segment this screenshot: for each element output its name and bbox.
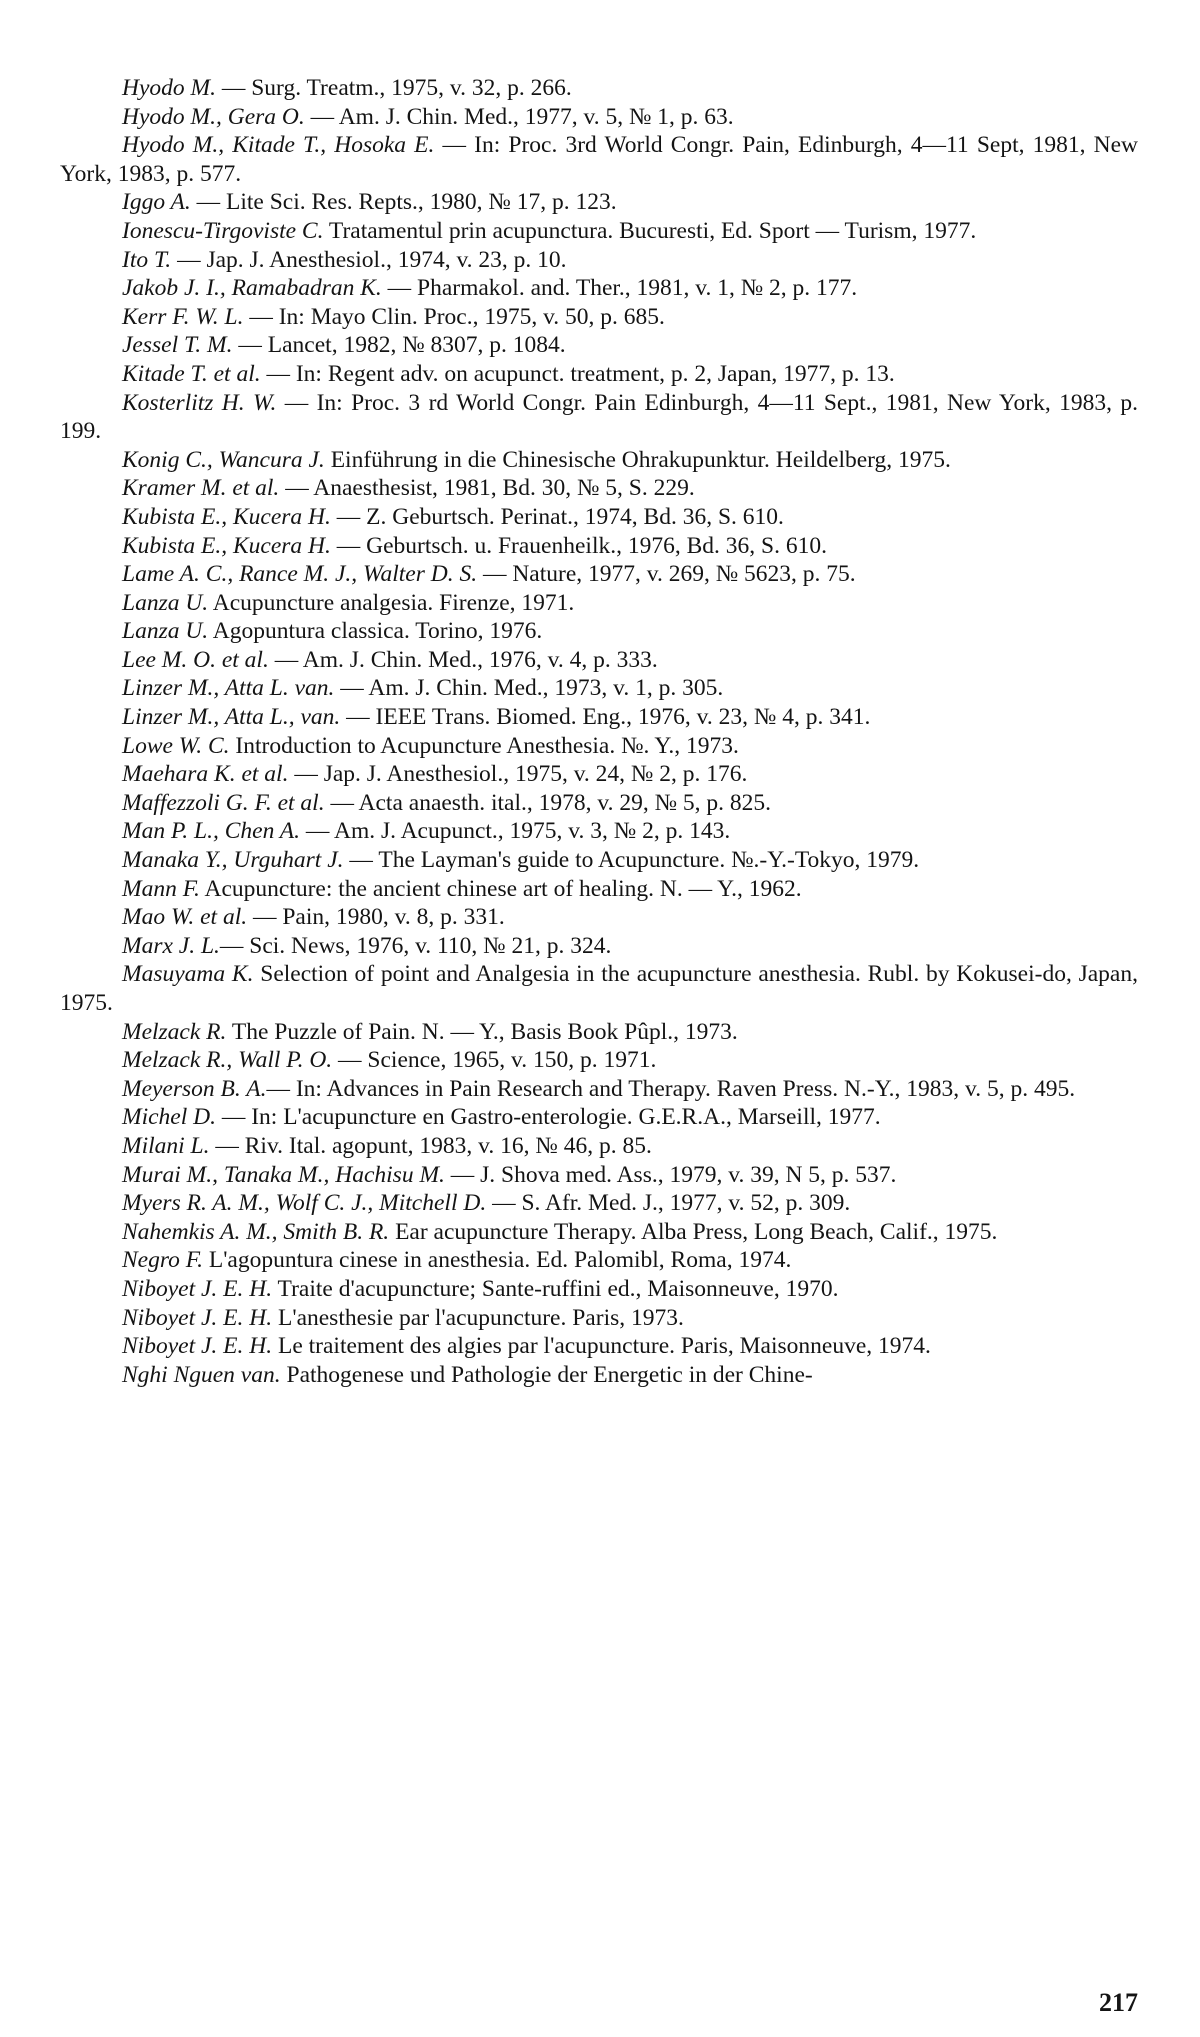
reference-entry <box>60 532 1138 561</box>
reference-entry <box>60 1189 1138 1218</box>
reference-authors: Negro F. <box>122 1247 203 1274</box>
reference-citation: Introduction to Acupuncture Anesthesia. №. Y., 1973. <box>229 732 739 759</box>
reference-authors: Niboyet J. E. H. <box>122 1304 273 1331</box>
reference-entry <box>60 1075 1138 1104</box>
reference-entry <box>60 217 1138 246</box>
reference-entry <box>60 188 1138 217</box>
reference-citation: Agopuntura classica. Torino, 1976. <box>208 618 543 645</box>
reference-authors: Lanza U. <box>122 589 209 616</box>
reference-authors: Lanza U. <box>122 618 209 645</box>
reference-authors: Iggo A. <box>122 189 191 216</box>
reference-entry <box>60 474 1138 503</box>
reference-entry <box>60 303 1138 332</box>
reference-citation: — In: Regent adv. on acupunct. treatment, p. 2, Japan, 1977, p. 13. <box>260 360 895 387</box>
reference-authors: Manaka Y., Urguhart J. <box>122 847 344 874</box>
reference-citation: Pathogenese und Pathologie der Energetic in der Chine- <box>280 1361 813 1388</box>
reference-entry <box>60 617 1138 646</box>
reference-citation: — IEEE Trans. Biomed. Eng., 1976, v. 23, № 4, p. 341. <box>340 704 871 731</box>
reference-citation: — In: Proc. 3 rd World Congr. Pain Edinburgh, 4—11 Sept., 1981, New York, 1983, p. 199. <box>60 389 1139 445</box>
reference-authors: Kubista E., Kucera H. <box>122 503 331 530</box>
reference-citation: — Am. J. Acupunct., 1975, v. 3, № 2, p. 143. <box>300 818 731 845</box>
reference-citation: The Puzzle of Pain. N. — Y., Basis Book Pûpl., 1973. <box>226 1018 738 1045</box>
reference-authors: Melzack R., Wall P. O. <box>122 1047 333 1074</box>
reference-entry <box>60 932 1138 961</box>
reference-citation: Ear acupuncture Therapy. Alba Press, Long Beach, Calif., 1975. <box>389 1218 998 1245</box>
reference-citation: — Z. Geburtsch. Perinat., 1974, Bd. 36, S. 610. <box>330 503 784 530</box>
reference-authors: Kramer M. et al. <box>122 475 280 502</box>
reference-citation: — Science, 1965, v. 150, p. 1971. <box>332 1047 657 1074</box>
reference-authors: Masuyama K. <box>122 961 254 988</box>
reference-authors: Kosterlitz H. W. <box>122 389 277 416</box>
reference-entry <box>60 446 1138 475</box>
reference-citation: — In: L'acupuncture en Gastro-enterologie. G.E.R.A., Marseill, 1977. <box>215 1104 881 1131</box>
reference-entry <box>60 789 1138 818</box>
reference-entry <box>60 1275 1138 1304</box>
reference-citation: Acupuncture analgesia. Firenze, 1971. <box>208 589 575 616</box>
reference-authors: Lame A. C., Rance M. J., Walter D. S. <box>122 561 478 588</box>
reference-citation: — J. Shova med. Ass., 1979, v. 39, N 5, p. 537. <box>444 1161 897 1188</box>
reference-entry <box>60 389 1138 446</box>
reference-citation: — Sci. News, 1976, v. 110, № 21, p. 324. <box>219 932 612 959</box>
reference-entry <box>60 1218 1138 1247</box>
reference-citation: — Geburtsch. u. Frauenheilk., 1976, Bd. 36, S. 610. <box>330 532 827 559</box>
reference-citation: — Riv. Ital. agopunt, 1983, v. 16, № 46, p. 85. <box>209 1132 652 1159</box>
reference-entry <box>60 646 1138 675</box>
reference-list <box>60 74 1138 1389</box>
reference-citation: — Anaesthesist, 1981, Bd. 30, № 5, S. 229. <box>279 475 695 502</box>
reference-authors: Linzer M., Atta L., van. <box>122 704 341 731</box>
reference-authors: Kitade T. et al. <box>122 360 261 387</box>
reference-citation: — In: Mayo Clin. Proc., 1975, v. 50, p. 685. <box>243 303 665 330</box>
reference-citation: Tratamentul prin acupunctura. Bucuresti, Ed. Sport — Turism, 1977. <box>323 217 977 244</box>
reference-authors: Marx J. L. <box>122 932 220 959</box>
reference-citation: — Lancet, 1982, № 8307, p. 1084. <box>232 332 566 359</box>
reference-authors: Niboyet J. E. H. <box>122 1333 273 1360</box>
reference-entry <box>60 246 1138 275</box>
reference-citation: — Jap. J. Anesthesiol., 1974, v. 23, p. 10. <box>171 246 567 273</box>
reference-authors: Meyerson B. A. <box>122 1075 267 1102</box>
reference-entry <box>60 131 1138 188</box>
reference-citation: — Nature, 1977, v. 269, № 5623, p. 75. <box>477 561 856 588</box>
reference-citation: — S. Afr. Med. J., 1977, v. 52, p. 309. <box>486 1190 851 1217</box>
reference-entry <box>60 74 1138 103</box>
reference-authors: Maehara K. et al. <box>122 761 289 788</box>
reference-citation: Le traitement des algies par l'acupuncture. Paris, Maisonneuve, 1974. <box>272 1333 931 1360</box>
reference-authors: Kerr F. W. L. <box>122 303 244 330</box>
reference-citation: — Am. J. Chin. Med., 1976, v. 4, p. 333. <box>268 646 658 673</box>
reference-authors: Kubista E., Kucera H. <box>122 532 331 559</box>
reference-authors: Maffezzoli G. F. et al. <box>122 789 325 816</box>
reference-authors: Nghi Nguen van. <box>122 1361 281 1388</box>
reference-entry <box>60 1246 1138 1275</box>
reference-citation: L'anesthesie par l'acupuncture. Paris, 1973. <box>272 1304 684 1331</box>
reference-entry <box>60 875 1138 904</box>
reference-authors: Man P. L., Chen A. <box>122 818 301 845</box>
reference-authors: Jessel T. M. <box>122 332 233 359</box>
reference-authors: Lowe W. C. <box>122 732 230 759</box>
reference-entry <box>60 1304 1138 1333</box>
reference-citation: Einführung in die Chinesische Ohrakupunktur. Heildelberg, 1975. <box>324 446 951 473</box>
reference-entry <box>60 703 1138 732</box>
reference-citation: — Am. J. Chin. Med., 1973, v. 1, p. 305. <box>334 675 724 702</box>
reference-entry <box>60 1018 1138 1047</box>
reference-entry <box>60 846 1138 875</box>
reference-entry <box>60 589 1138 618</box>
reference-entry <box>60 331 1138 360</box>
reference-citation: Traite d'acupuncture; Sante-ruffini ed., Maisonneuve, 1970. <box>272 1275 839 1302</box>
reference-authors: Ionescu-Tirgoviste C. <box>122 217 324 244</box>
reference-entry <box>60 817 1138 846</box>
reference-entry <box>60 103 1138 132</box>
reference-authors: Jakob J. I., Ramabadran K. <box>122 275 382 302</box>
reference-authors: Ito T. <box>122 246 172 273</box>
reference-authors: Hyodo M., Gera O. <box>122 103 305 130</box>
reference-entry <box>60 732 1138 761</box>
reference-citation: — Pharmakol. and. Ther., 1981, v. 1, № 2, p. 177. <box>381 275 858 302</box>
reference-authors: Mao W. et al. <box>122 904 248 931</box>
reference-citation: — Acta anaesth. ital., 1978, v. 29, № 5, p. 825. <box>324 789 772 816</box>
reference-entry <box>60 274 1138 303</box>
reference-authors: Mann F. <box>122 875 200 902</box>
reference-authors: Lee M. O. et al. <box>122 646 269 673</box>
reference-entry <box>60 903 1138 932</box>
reference-entry <box>60 503 1138 532</box>
reference-authors: Murai M., Tanaka M., Hachisu M. <box>122 1161 445 1188</box>
reference-entry <box>60 1132 1138 1161</box>
reference-citation: Selection of point and Analgesia in the acupuncture anesthesia. Rubl. by Kokusei-do, Japan, 1975. <box>60 961 1138 1016</box>
reference-authors: Milani L. <box>122 1132 210 1159</box>
reference-citation: L'agopuntura cinese in anesthesia. Ed. Palomibl, Roma, 1974. <box>202 1247 792 1274</box>
reference-authors: Linzer M., Atta L. van. <box>122 675 335 702</box>
reference-authors: Konig C., Wancura J. <box>122 446 325 473</box>
reference-citation: — The Layman's guide to Acupuncture. №.-Y.-Tokyo, 1979. <box>343 847 920 874</box>
reference-authors: Niboyet J. E. H. <box>122 1275 273 1302</box>
reference-citation: — Am. J. Chin. Med., 1977, v. 5, № 1, p. 63. <box>304 103 734 130</box>
reference-citation: — Jap. J. Anesthesiol., 1975, v. 24, № 2, p. 176. <box>288 761 748 788</box>
reference-entry <box>60 1046 1138 1075</box>
reference-citation: — Lite Sci. Res. Repts., 1980, № 17, p. 123. <box>190 189 617 216</box>
page-number: 217 <box>1099 1988 1138 2017</box>
reference-citation: — In: Proc. 3rd World Congr. Pain, Edinburgh, 4—11 Sept, 1981, New York, 1983, p. 577. <box>60 132 1138 187</box>
reference-entry <box>60 960 1138 1017</box>
reference-entry <box>60 1103 1138 1132</box>
reference-entry <box>60 1332 1138 1361</box>
reference-citation: — Surg. Treatm., 1975, v. 32, p. 266. <box>215 75 572 101</box>
reference-entry <box>60 1361 1138 1390</box>
reference-authors: Hyodo M., Kitade T., Hosoka E. <box>122 132 435 159</box>
reference-entry <box>60 674 1138 703</box>
reference-citation: — Pain, 1980, v. 8, p. 331. <box>247 904 505 931</box>
reference-citation: — In: Advances in Pain Research and Therapy. Raven Press. N.-Y., 1983, v. 5, p. 495. <box>266 1075 1076 1102</box>
reference-entry <box>60 1161 1138 1190</box>
reference-authors: Myers R. A. M., Wolf C. J., Mitchell D. <box>122 1190 487 1217</box>
reference-authors: Hyodo M. <box>122 75 216 101</box>
reference-entry <box>60 560 1138 589</box>
reference-entry <box>60 760 1138 789</box>
reference-entry <box>60 360 1138 389</box>
reference-authors: Nahemkis A. M., Smith B. R. <box>122 1218 390 1245</box>
reference-citation: Acupuncture: the ancient chinese art of healing. N. — Y., 1962. <box>199 875 802 902</box>
reference-authors: Michel D. <box>122 1104 216 1131</box>
reference-authors: Melzack R. <box>122 1018 227 1045</box>
